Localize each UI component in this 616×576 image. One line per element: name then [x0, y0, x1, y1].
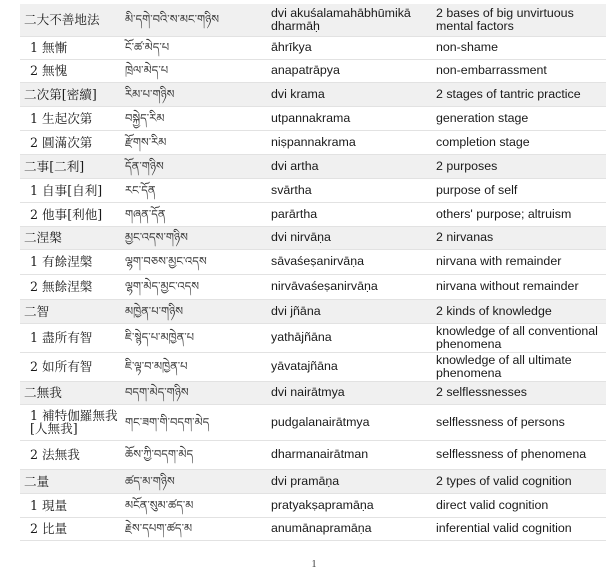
glossary-body: [20, 4, 606, 540]
chinese-term: 1 盡所有智: [20, 323, 121, 352]
sanskrit-term: pudgalanairātmya: [267, 404, 432, 440]
sanskrit-term: utpannakrama: [267, 106, 432, 130]
chinese-term: 2 他事[利他]: [20, 202, 121, 226]
sanskrit-term: pratyakṣapramāṇa: [267, 493, 432, 517]
tibetan-term: གཞན་དོན: [121, 202, 267, 226]
tibetan-term: ཇི་ལྟ་བ་མཁྱེན་པ: [121, 352, 267, 381]
tibetan-term: རིམ་པ་གཉིས: [121, 82, 267, 106]
sanskrit-term: dvi jñāna: [267, 299, 432, 323]
entry-row: [20, 202, 606, 226]
english-gloss: 2 kinds of knowledge: [432, 299, 606, 323]
chinese-term: 1 補特伽羅無我 [人無我]: [20, 404, 121, 440]
sanskrit-term: niṣpannakrama: [267, 130, 432, 154]
sanskrit-term: dvi akuśalamahābhūmikā dharmāḥ: [267, 4, 432, 36]
english-gloss: 2 bases of big unvirtuous mental factors: [432, 4, 606, 36]
sanskrit-term: nirvāvaśeṣanirvāṇa: [267, 274, 432, 299]
tibetan-term: མི་དགེ་བའི་ས་མང་གཉིས: [121, 4, 267, 36]
entry-row: [20, 274, 606, 299]
tibetan-term: མྱང་འདས་གཉིས: [121, 226, 267, 249]
group-header-row: [20, 226, 606, 249]
entry-row: [20, 323, 606, 352]
chinese-term: 二事[二利]: [20, 154, 121, 178]
sanskrit-term: dvi artha: [267, 154, 432, 178]
chinese-term: 二量: [20, 469, 121, 493]
chinese-term: 二無我: [20, 381, 121, 404]
sanskrit-term: dvi nirvāṇa: [267, 226, 432, 249]
chinese-term: 2 比量: [20, 517, 121, 540]
english-gloss: generation stage: [432, 106, 606, 130]
english-gloss: completion stage: [432, 130, 606, 154]
entry-row: [20, 249, 606, 274]
english-gloss: knowledge of all conventional phenomena: [432, 323, 606, 352]
sanskrit-term: sāvaśeṣanirvāṇa: [267, 249, 432, 274]
entry-row: [20, 59, 606, 82]
tibetan-term: རྫོགས་རིམ: [121, 130, 267, 154]
english-gloss: 2 stages of tantric practice: [432, 82, 606, 106]
tibetan-term: མངོན་སུམ་ཚད་མ: [121, 493, 267, 517]
group-header-row: [20, 4, 606, 36]
chinese-term: 1 無慚: [20, 36, 121, 59]
entry-row: [20, 178, 606, 202]
sanskrit-term: dharmanairātman: [267, 440, 432, 469]
english-gloss: knowledge of all ultimate phenomena: [432, 352, 606, 381]
chinese-term: 二涅槃: [20, 226, 121, 249]
english-gloss: inferential valid cognition: [432, 517, 606, 540]
entry-row: [20, 404, 606, 440]
sanskrit-term: āhrīkya: [267, 36, 432, 59]
english-gloss: purpose of self: [432, 178, 606, 202]
chinese-term: 1 有餘涅槃: [20, 249, 121, 274]
tibetan-term: ཆོས་ཀྱི་བདག་མེད: [121, 440, 267, 469]
page-number: 1: [311, 559, 317, 570]
sanskrit-term: anapatrāpya: [267, 59, 432, 82]
tibetan-term: ངོ་ཚ་མེད་པ: [121, 36, 267, 59]
group-header-row: [20, 469, 606, 493]
sanskrit-term: parārtha: [267, 202, 432, 226]
tibetan-term: ཇི་སྙེད་པ་མཁྱེན་པ: [121, 323, 267, 352]
group-header-row: [20, 82, 606, 106]
tibetan-term: ཚད་མ་གཉིས: [121, 469, 267, 493]
chinese-term: 2 如所有智: [20, 352, 121, 381]
english-gloss: 2 types of valid cognition: [432, 469, 606, 493]
chinese-term: 2 無餘涅槃: [20, 274, 121, 299]
english-gloss: 2 nirvanas: [432, 226, 606, 249]
entry-row: [20, 106, 606, 130]
english-gloss: selflessness of persons: [432, 404, 606, 440]
group-header-row: [20, 154, 606, 178]
entry-row: [20, 36, 606, 59]
english-gloss: nirvana without remainder: [432, 274, 606, 299]
tibetan-term: རྗེས་དཔག་ཚད་མ: [121, 517, 267, 540]
english-gloss: non-shame: [432, 36, 606, 59]
tibetan-term: ལྷག་མེད་མྱང་འདས: [121, 274, 267, 299]
chinese-term: 1 現量: [20, 493, 121, 517]
entry-row: [20, 440, 606, 469]
english-gloss: non-embarrassment: [432, 59, 606, 82]
group-header-row: [20, 299, 606, 323]
english-gloss: 2 purposes: [432, 154, 606, 178]
tibetan-term: དོན་གཉིས: [121, 154, 267, 178]
tibetan-term: མཁྱེན་པ་གཉིས: [121, 299, 267, 323]
chinese-term: 2 圓滿次第: [20, 130, 121, 154]
tibetan-term: བདག་མེད་གཉིས: [121, 381, 267, 404]
sanskrit-term: yāvatajñāna: [267, 352, 432, 381]
tibetan-term: བསྐྱེད་རིམ: [121, 106, 267, 130]
sanskrit-term: dvi pramāṇa: [267, 469, 432, 493]
chinese-term: 1 生起次第: [20, 106, 121, 130]
chinese-term: 2 無愧: [20, 59, 121, 82]
sanskrit-term: dvi nairātmya: [267, 381, 432, 404]
chinese-term: 二大不善地法: [20, 4, 121, 36]
sanskrit-term: anumānapramāṇa: [267, 517, 432, 540]
tibetan-term: ཁྲེལ་མེད་པ: [121, 59, 267, 82]
tibetan-term: རང་དོན: [121, 178, 267, 202]
entry-row: [20, 130, 606, 154]
english-gloss: selflessness of phenomena: [432, 440, 606, 469]
entry-row: [20, 493, 606, 517]
sanskrit-term: svārtha: [267, 178, 432, 202]
glossary-table: [20, 4, 606, 541]
tibetan-term: ལྷག་བཅས་མྱང་འདས: [121, 249, 267, 274]
english-gloss: others' purpose; altruism: [432, 202, 606, 226]
tibetan-term: གང་ཟག་གི་བདག་མེད: [121, 404, 267, 440]
entry-row: [20, 517, 606, 540]
chinese-term: 二次第[密續]: [20, 82, 121, 106]
sanskrit-term: yathājñāna: [267, 323, 432, 352]
english-gloss: 2 selflessnesses: [432, 381, 606, 404]
english-gloss: nirvana with remainder: [432, 249, 606, 274]
english-gloss: direct valid cognition: [432, 493, 606, 517]
entry-row: [20, 352, 606, 381]
sanskrit-term: dvi krama: [267, 82, 432, 106]
chinese-term: 二智: [20, 299, 121, 323]
chinese-term: 1 自事[自利]: [20, 178, 121, 202]
chinese-term: 2 法無我: [20, 440, 121, 469]
group-header-row: [20, 381, 606, 404]
